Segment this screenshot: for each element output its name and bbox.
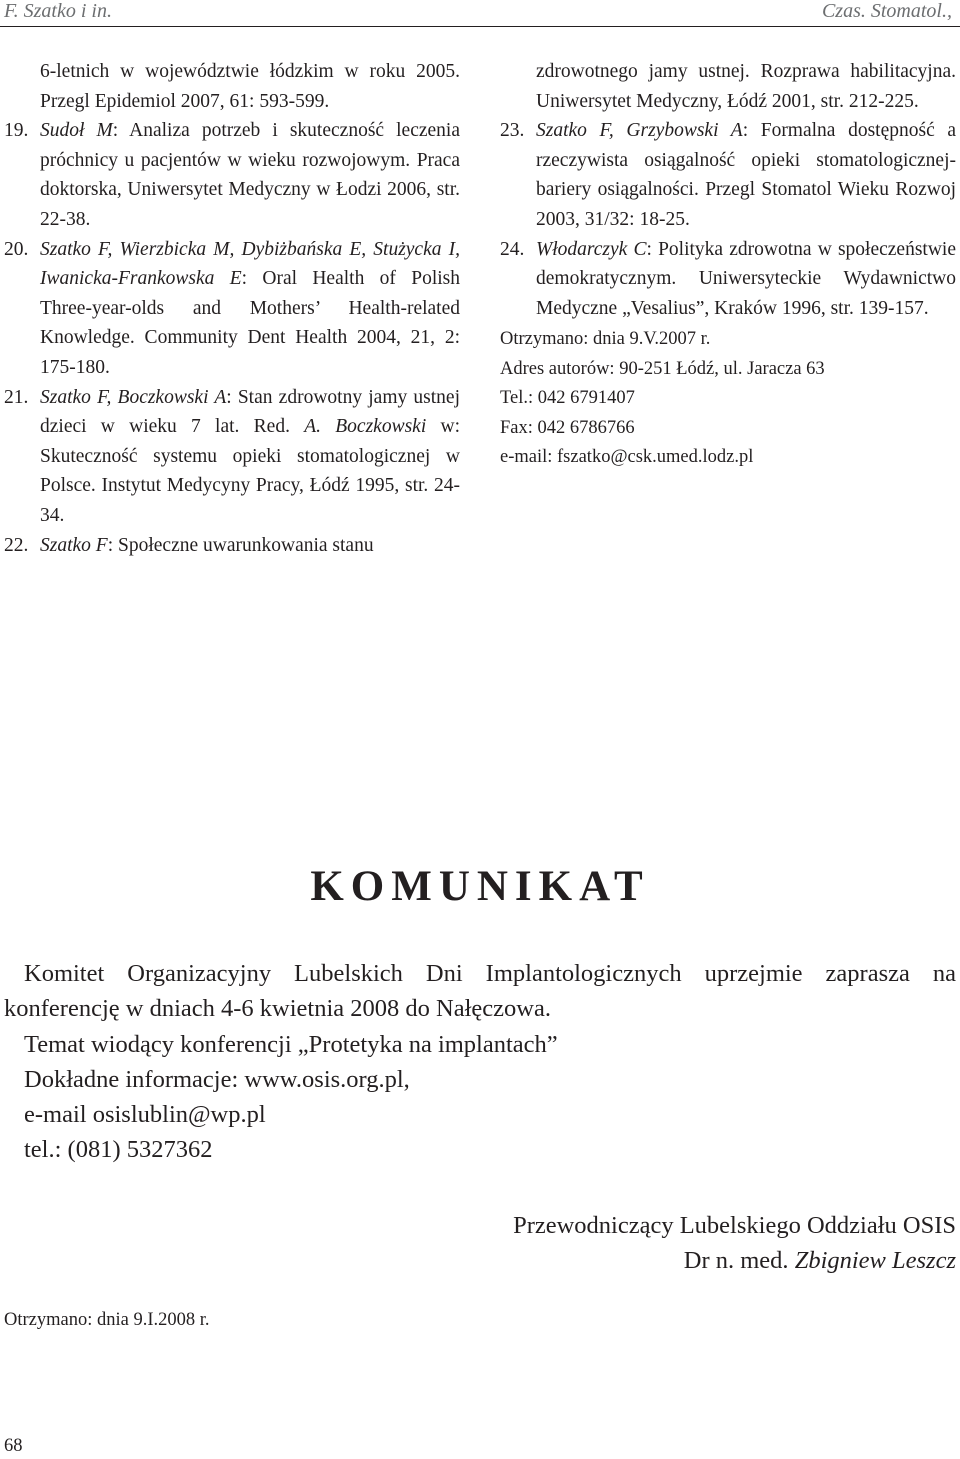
reference-authors: Szatko F, Wierzbicka M, Dybiżbańska E, Stużycka I, Iwanicka-Frankowska E [40,238,460,290]
announcement-received-date: Otrzymano: dnia 9.I.2008 r. [4,1310,210,1330]
reference-text: : Oral Health of Polish Three-year-olds and Mothers’ Health-related Knowledge. Community Dent Health 2004, 21, 2: 175-180. [40,268,460,378]
header-authors: F. Szatko i in. [4,0,112,22]
announcement-phone: tel.: (081) 5327362 [24,1136,213,1164]
signature-title: Dr n. med. [683,1247,795,1275]
reference-19 [4,116,460,234]
reference-number: 21. [4,386,29,408]
reference-text: : Polityka zdrowotna w społeczeństwie demokratycznym. Uniwersyteckie Wydawnictwo Medyczne „Vesalius”, Kraków 1996, str. 139-157. [536,238,956,319]
announcement-info: Dokładne informacje: www.osis.org.pl, [24,1065,410,1093]
header-journal: Czas. Stomatol., [821,0,952,22]
reference-24 [500,235,956,324]
reference-text: : Stan zdrowotny jamy ustnej dzieci w wieku 7 lat. Red. [40,386,460,438]
signature-role: Przewodniczący Lubelskiego Oddziału OSIS [513,1212,956,1239]
received-date: Otrzymano: dnia 9.V.2007 r. [500,329,711,350]
reference-22 [4,531,460,561]
reference-number: 19. [4,120,29,142]
reference-authors: Włodarczyk C [536,238,647,260]
reference-number: 24. [500,238,525,260]
reference-editor: A. Boczkowski [304,416,427,438]
author-fax: Fax: 042 6786766 [500,417,635,438]
reference-22-continuation: zdrowotnego jamy ustnej. Rozprawa habilitacyjna. Uniwersytet Medyczny, Łódź 2001, str. 212-225. [536,61,956,112]
reference-23 [500,116,956,234]
author-email: e-mail: fszatko@csk.umed.lodz.pl [500,447,754,468]
reference-authors: Szatko F, Grzybowski A [536,120,743,142]
page-number: 68 [4,1436,23,1456]
signature-person [513,1243,956,1278]
references-right-column [500,57,956,473]
reference-text: : Analiza potrzeb i skuteczność leczenia próchnicy u pacjentów w wieku rozwojowym. Praca doktorska, Uniwersytet Medyczny w Łodzi 2006, str. 22-38. [40,120,460,230]
reference-number: 20. [4,238,29,260]
reference-text: : Formalna dostępność a rzeczywista osiągalność opieki stomatologicznej-bariery osiągalności. Przegl Stomatol Wieku Rozwoj 2003, 31/32: 18-25. [536,120,957,230]
reference-authors: Sudoł M [40,120,113,142]
announcement-intro: Komitet Organizacyjny Lubelskich Dni Implantologicznych uprzejmie zaprasza na konferencję w dniach 4-6 kwietnia 2008 do Nałęczowa. [4,960,956,1023]
author-address: Adres autorów: 90-251 Łódź, ul. Jaracza 63 [500,358,825,379]
running-header [0,0,960,27]
reference-20 [4,235,460,383]
reference-text: : Społeczne uwarunkowania stanu [107,534,374,556]
reference-18-continuation: 6-letnich w województwie łódzkim w roku 2005. Przegl Epidemiol 2007, 61: 593-599. [40,61,460,112]
reference-authors: Szatko F, Boczkowski A [40,386,227,408]
article-metadata [500,325,956,473]
announcement-email: e-mail osislublin@wp.pl [24,1101,266,1129]
reference-text-continued: w: Skuteczność systemu opieki stomatologicznej w Polsce. Instytut Medycyny Pracy, Łódź 1995, str. 24-34. [40,416,461,526]
signature-block [513,1208,956,1279]
announcement-body [4,956,956,1168]
references-left-column [4,57,460,560]
author-phone: Tel.: 042 6791407 [500,388,635,409]
announcement-title: KOMUNIKAT [310,863,650,910]
announcement-topic: Temat wiodący konferencji „Protetyka na implantach” [24,1030,558,1058]
reference-number: 23. [500,120,525,142]
reference-number: 22. [4,534,29,556]
signature-name: Zbigniew Leszcz [794,1247,956,1275]
reference-21 [4,383,460,531]
reference-authors: Szatko F [40,534,108,556]
